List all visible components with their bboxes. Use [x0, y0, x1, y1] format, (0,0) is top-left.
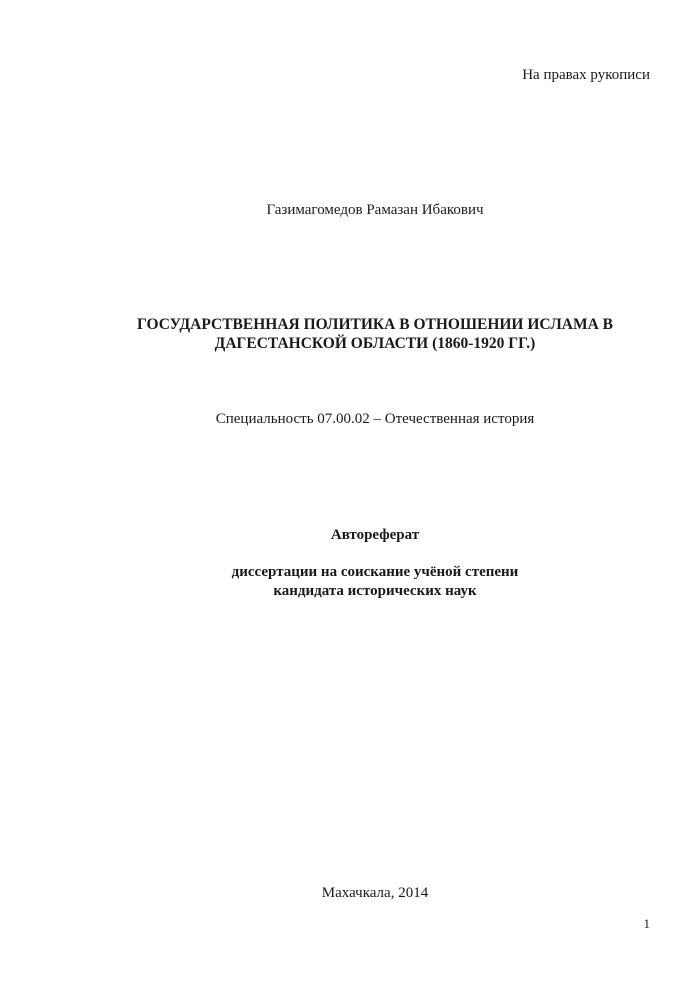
author-name: Газимагомедов Рамазан Ибакович — [266, 202, 484, 218]
degree-statement — [0, 563, 700, 601]
specialty-line: Специальность 07.00.02 – Отечественная история — [215, 411, 535, 427]
degree-line-1: диссертации на соискание учёной степени — [231, 564, 519, 580]
dissertation-title — [0, 315, 700, 353]
place-and-year: Махачкала, 2014 — [321, 885, 429, 901]
title-line-1: ГОСУДАРСТВЕННАЯ ПОЛИТИКА В ОТНОШЕНИИ ИСЛАМА В — [136, 316, 614, 333]
abstract-label: Автореферат — [330, 527, 420, 543]
degree-line-2: кандидата исторических наук — [273, 583, 477, 599]
title-line-2: ДАГЕСТАНСКОЙ ОБЛАСТИ (1860-1920 ГГ.) — [214, 335, 536, 352]
page-number: 1 — [643, 916, 650, 931]
manuscript-rights-note: На правах рукописи — [522, 67, 650, 83]
